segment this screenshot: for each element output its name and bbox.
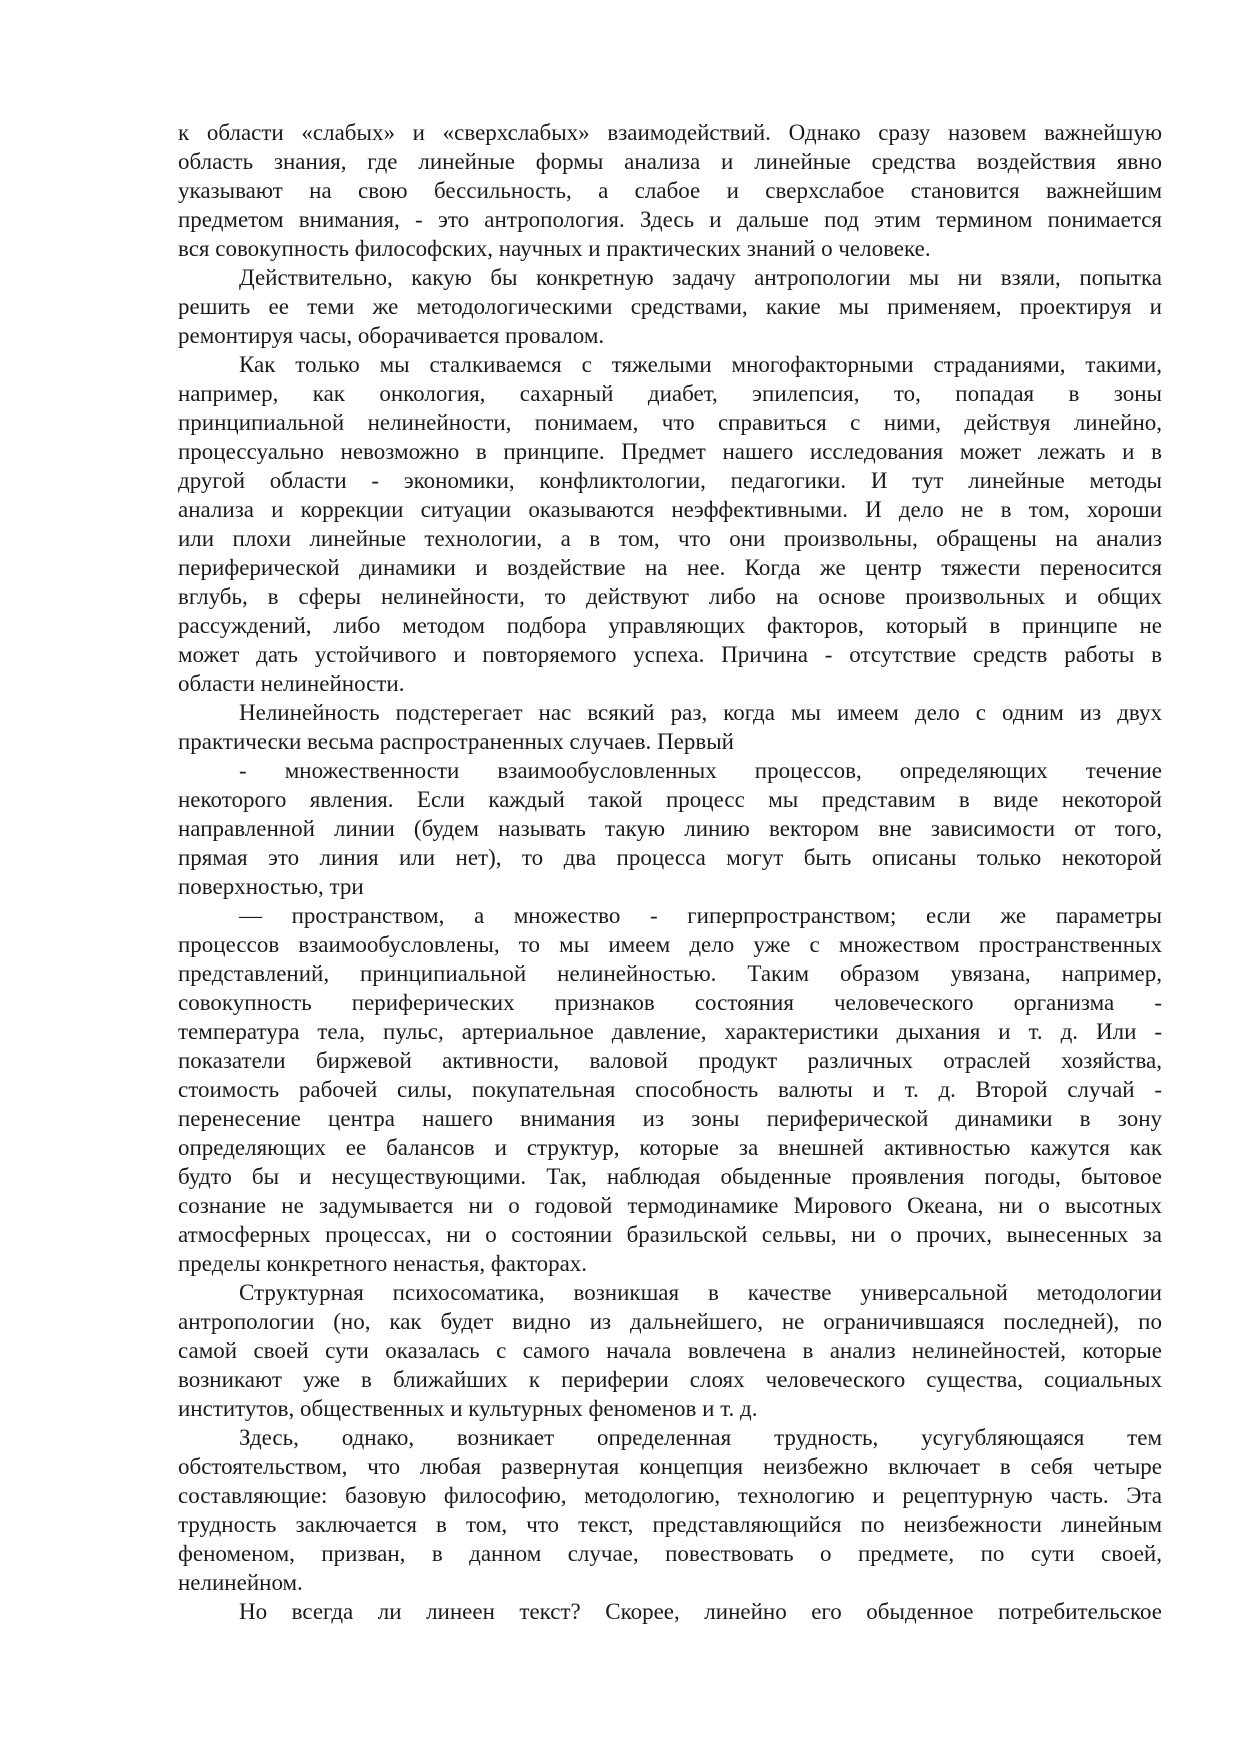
text-line: рассуждений, либо методом подбора управляющих факторов, который в принципе не — [178, 613, 1162, 638]
text-line: другой области - экономики, конфликтологии, педагогики. И тут линейные методы — [178, 468, 1162, 493]
text-line: решить ее теми же методологическими средствами, какие мы применяем, проектируя и — [178, 294, 1162, 319]
text-line: стоимость рабочей силы, покупательная способность валюты и т. д. Второй случай - — [178, 1077, 1162, 1102]
text-line: феноменом, призван, в данном случае, повествовать о предмете, по сути своей, — [178, 1541, 1162, 1566]
text-line: нелинейном. — [178, 1570, 303, 1595]
text-line: периферической динамики и воздействие на нее. Когда же центр тяжести переносится — [178, 555, 1162, 580]
text-line: Действительно, какую бы конкретную задачу антропологии мы ни взяли, попытка — [239, 265, 1162, 290]
text-line: направленной линии (будем называть такую линию вектором вне зависимости от того, — [178, 816, 1162, 841]
text-line: Как только мы сталкиваемся с тяжелыми многофакторными страданиями, такими, — [239, 352, 1162, 377]
paragraph — [178, 901, 1162, 1278]
text-line: область знания, где линейные формы анализа и линейные средства воздействия явно — [178, 149, 1162, 174]
text-line: Нелинейность подстерегает нас всякий раз, когда мы имеем дело с одним из двух — [239, 700, 1162, 725]
text-line: практически весьма распространенных случаев. Первый — [178, 729, 734, 754]
text-line: вглубь, в сферы нелинейности, то действуют либо на основе произвольных и общих — [178, 584, 1162, 609]
paragraph — [178, 1597, 1162, 1626]
paragraph — [178, 698, 1162, 756]
text-line: предметом внимания, - это антропология. Здесь и дальше под этим термином понимается — [178, 207, 1162, 232]
text-line: определяющих ее балансов и структур, которые за внешней активностью кажутся как — [178, 1135, 1162, 1160]
paragraph — [178, 350, 1162, 698]
text-line: самой своей сути оказалась с самого начала вовлечена в анализ нелинейностей, которые — [178, 1338, 1162, 1363]
text-line: составляющие: базовую философию, методологию, технологию и рецептурную часть. Эта — [178, 1483, 1162, 1508]
text-line: вся совокупность философских, научных и практических знаний о человеке. — [178, 236, 931, 261]
text-line: атмосферных процессах, ни о состоянии бразильской сельвы, ни о прочих, вынесенных за — [178, 1222, 1162, 1247]
text-line: показатели биржевой активности, валовой продукт различных отраслей хозяйства, — [178, 1048, 1162, 1073]
text-line: или плохи линейные технологии, а в том, что они произвольны, обращены на анализ — [178, 526, 1162, 551]
text-line: Здесь, однако, возникает определенная трудность, усугубляющаяся тем — [239, 1425, 1162, 1450]
text-line: процессуально невозможно в принципе. Предмет нашего исследования может лежать и в — [178, 439, 1162, 464]
text-line: принципиальной нелинейности, понимаем, что справиться с ними, действуя линейно, — [178, 410, 1162, 435]
paragraph — [178, 1278, 1162, 1423]
text-line: указывают на свою бессильность, а слабое и сверхслабое становится важнейшим — [178, 178, 1162, 203]
text-line: сознание не задумывается ни о годовой термодинамике Мирового Океана, ни о высотных — [178, 1193, 1162, 1218]
text-line: антропологии (но, как будет видно из дальнейшего, не ограничившаяся последней), по — [178, 1309, 1162, 1334]
text-line: обстоятельством, что любая развернутая концепция неизбежно включает в себя четыре — [178, 1454, 1162, 1479]
text-line: будто бы и несуществующими. Так, наблюдая обыденные проявления погоды, бытовое — [178, 1164, 1162, 1189]
text-line: анализа и коррекции ситуации оказываются неэффективными. И дело не в том, хороши — [178, 497, 1162, 522]
text-line: температура тела, пульс, артериальное давление, характеристики дыхания и т. д. Или - — [178, 1019, 1162, 1044]
text-line: ремонтируя часы, оборачивается провалом. — [178, 323, 605, 348]
text-line: — пространством, а множество - гиперпространством; если же параметры — [239, 903, 1162, 928]
text-line: Структурная психосоматика, возникшая в качестве универсальной методологии — [239, 1280, 1162, 1305]
text-line: перенесение центра нашего внимания из зоны периферической динамики в зону — [178, 1106, 1162, 1131]
paragraph — [178, 118, 1162, 263]
paragraph — [178, 756, 1162, 901]
text-line: некоторого явления. Если каждый такой процесс мы представим в виде некоторой — [178, 787, 1162, 812]
document-page — [178, 118, 1162, 1626]
text-line: институтов, общественных и культурных феноменов и т. д. — [178, 1396, 758, 1421]
paragraph — [178, 263, 1162, 350]
text-line: - множественности взаимообусловленных процессов, определяющих течение — [239, 758, 1162, 783]
text-line: области нелинейности. — [178, 671, 405, 696]
paragraph — [178, 1423, 1162, 1597]
text-line: пределы конкретного ненастья, факторах. — [178, 1251, 588, 1276]
text-line: совокупность периферических признаков состояния человеческого организма - — [178, 990, 1162, 1015]
text-line: Но всегда ли линеен текст? Скорее, линейно его обыденное потребительское — [239, 1599, 1162, 1624]
text-line: например, как онкология, сахарный диабет, эпилепсия, то, попадая в зоны — [178, 381, 1162, 406]
text-line: процессов взаимообусловлены, то мы имеем дело уже с множеством пространственных — [178, 932, 1162, 957]
text-line: представлений, принципиальной нелинейностью. Таким образом увязана, например, — [178, 961, 1162, 986]
text-line: трудность заключается в том, что текст, представляющийся по неизбежности линейным — [178, 1512, 1162, 1537]
text-line: к области «слабых» и «сверхслабых» взаимодействий. Однако сразу назовем важнейшую — [178, 120, 1162, 145]
text-line: может дать устойчивого и повторяемого успеха. Причина - отсутствие средств работы в — [178, 642, 1162, 667]
text-line: прямая это линия или нет), то два процесса могут быть описаны только некоторой — [178, 845, 1162, 870]
text-line: возникают уже в ближайших к периферии слоях человеческого существа, социальных — [178, 1367, 1162, 1392]
text-line: поверхностью, три — [178, 874, 364, 899]
